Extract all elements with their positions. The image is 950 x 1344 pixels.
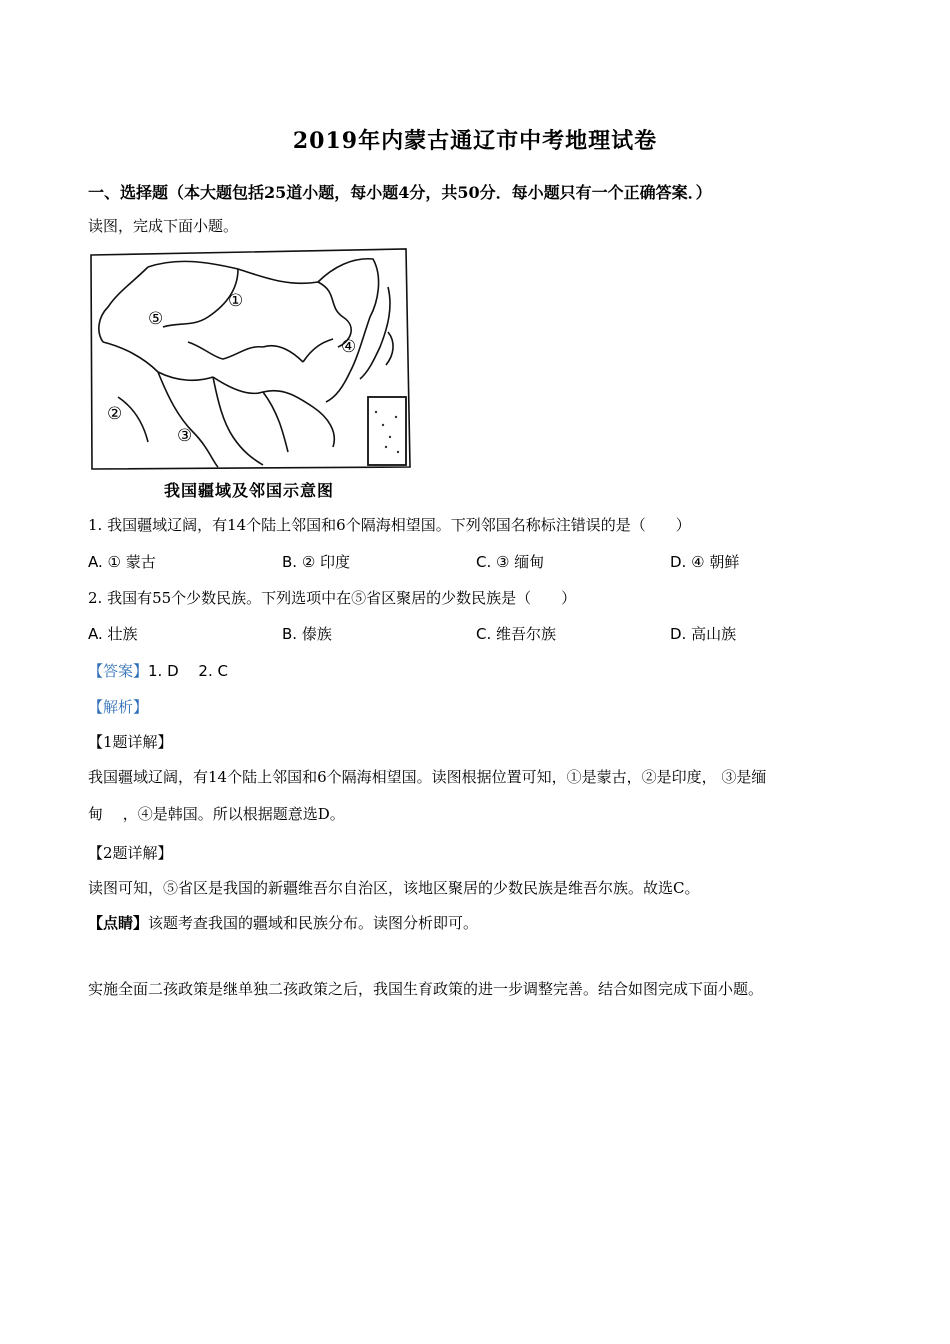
comment-text: 该题考查我国的疆域和民族分布。读图分析即可。	[148, 914, 479, 932]
page-title: 2019年内蒙古通辽市中考地理试卷	[292, 128, 658, 154]
marker-2: ②	[107, 404, 123, 424]
detail-2-label: 【2题详解】	[88, 844, 173, 862]
q1-option-c: C. ③ 缅甸	[476, 553, 545, 571]
answer-line	[88, 660, 228, 681]
analysis-label: 【解析】	[88, 698, 149, 716]
section-heading: 一、选择题（本大题包括25道小题，每小题4分，共50分．每小题只有一个正确答案．）	[88, 183, 712, 202]
marker-5: ⑤	[148, 309, 164, 329]
map-caption: 我国疆域及邻国示意图	[164, 481, 335, 500]
detail-1-line-2: 甸 ，④是韩国。所以根据题意选D。	[88, 805, 345, 823]
marker-1: ①	[228, 291, 244, 311]
detail-1-label: 【1题详解】	[88, 733, 173, 751]
q2-option-c: C. 维吾尔族	[476, 625, 557, 643]
q1-option-b: B. ② 印度	[282, 553, 351, 571]
q2-option-d: D. 高山族	[670, 625, 737, 643]
comment-label: 【点睛】	[88, 914, 149, 932]
next-question-intro: 实施全面二孩政策是继单独二孩政策之后，我国生育政策的进一步调整完善。结合如图完成下面小题。	[88, 980, 764, 998]
answer-text: 1. D 2. C	[148, 662, 228, 680]
marker-3: ③	[177, 426, 193, 446]
detail-2-text: 读图可知，⑤省区是我国的新疆维吾尔自治区，该地区聚居的少数民族是维吾尔族。故选C。	[88, 879, 700, 897]
china-territory-map	[88, 247, 418, 497]
south-china-sea-inset	[368, 397, 406, 465]
question-1-stem: 1. 我国疆域辽阔，有14个陆上邻国和6个隔海相望国。下列邻国名称标注错误的是（ ）	[88, 516, 691, 534]
q1-option-a: A. ① 蒙古	[88, 553, 156, 571]
comment-line	[88, 912, 478, 933]
q2-option-b: B. 傣族	[282, 625, 332, 643]
question-2-stem: 2. 我国有55个少数民族。下列选项中在⑤省区聚居的少数民族是（ ）	[88, 589, 577, 607]
q1-option-d: D. ④ 朝鲜	[670, 553, 740, 571]
mongolia-border	[148, 261, 351, 347]
detail-1-line-1: 我国疆域辽阔，有14个陆上邻国和6个隔海相望国。读图根据位置可知，①是蒙古，②是印度， ③是缅	[88, 768, 767, 786]
marker-4: ④	[341, 337, 357, 357]
map-frame	[91, 249, 410, 469]
intro-text: 读图，完成下面小题。	[88, 217, 239, 235]
answer-label: 【答案】	[88, 662, 149, 680]
q2-option-a: A. 壮族	[88, 625, 138, 643]
